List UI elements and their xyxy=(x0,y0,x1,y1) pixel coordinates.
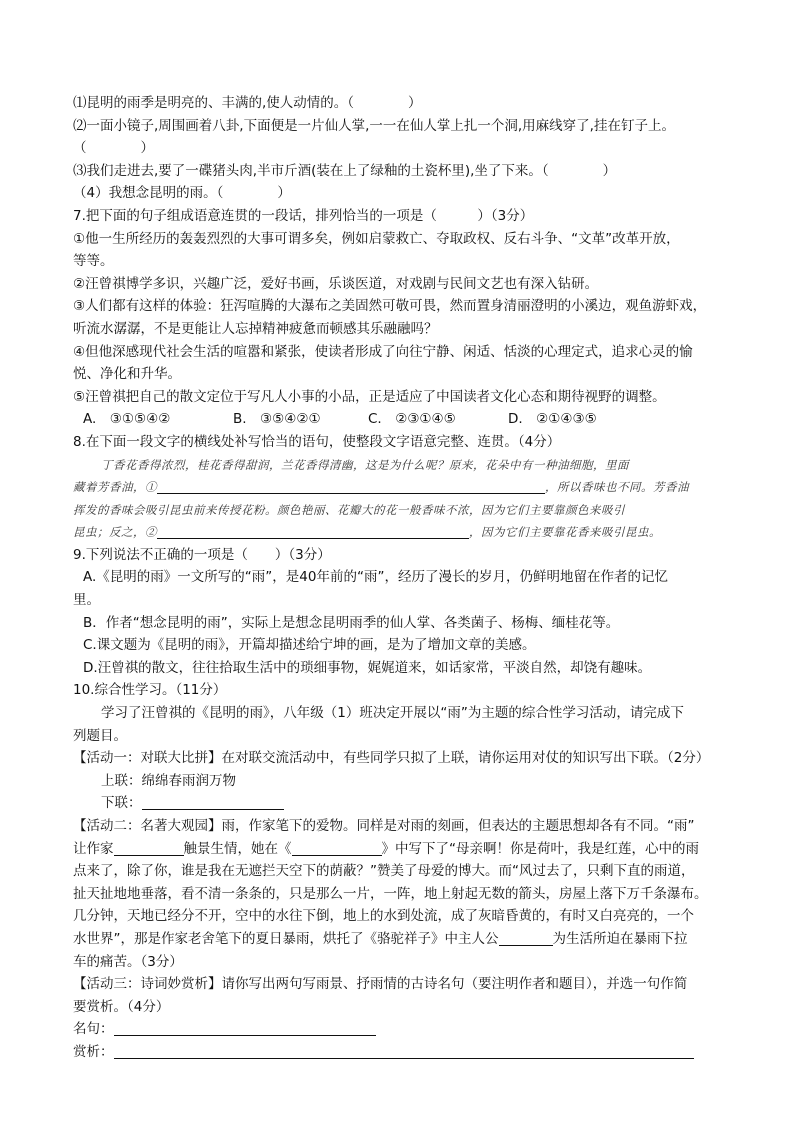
q10-stem: 10.综合性学习。（11分） xyxy=(73,682,227,699)
q7-option-c[interactable]: C. ②③①④⑤ xyxy=(368,411,456,428)
q7-option-d[interactable]: D. ②①④③⑤ xyxy=(508,411,597,428)
activity-2-text-b: 触景生情，她在《 xyxy=(183,840,292,857)
q8-passage-1: 丁香花香得浓烈，桂花香得甜润，兰花香得清幽，这是为什么呢？原来，花朵中有一种油细胞，里面 xyxy=(101,457,629,472)
q9-option-a-cont: 里。 xyxy=(73,592,100,609)
lower-couplet-row xyxy=(73,792,733,815)
activity-3-line-1: 【活动三：诗词妙赏析】请你写出两句写雨景、抒雨情的古诗名句（要注明作者和题目），并选一句作简 xyxy=(73,976,688,993)
q6-item-3: ⑶我们走进去,要了一碟猪头肉,半市斤酒(装在上了绿釉的土瓷杯里),坐了下来。（ ） xyxy=(73,162,617,179)
activity-2-text-e: 为生活所迫在暴雨下拉 xyxy=(552,930,688,947)
q7-options xyxy=(73,408,733,431)
q8-passage-2-text: 藏着芳香油，① xyxy=(73,480,157,495)
q7-sentence-4b: 悦、净化和升华。 xyxy=(73,366,181,383)
q8-passage-2 xyxy=(73,476,733,499)
lower-couplet-label: 下联： xyxy=(101,795,142,812)
appreciation-label: 赏析： xyxy=(73,1043,114,1060)
activity-2-line-2 xyxy=(73,838,733,861)
activity-2-text-c: 》中写下了“母亲啊！你是荷叶，我是红莲，心中的雨 xyxy=(381,840,699,857)
q8-passage-4-tail: ，因为它们主要靠花香来吸引昆虫。 xyxy=(469,525,661,540)
q8-passage-2-tail: ，所以香味也不同。芳香油 xyxy=(545,480,689,495)
q8-passage-3: 挥发的香味会吸引昆虫前来传授花粉。颜色艳丽、花瓣大的花一般香味不浓，因为它们主要靠颜色来吸引 xyxy=(73,502,625,517)
activity-2-text-d: 水世界”，那是作家老舍笔下的夏日暴雨，烘托了《骆驼祥子》中主人公 xyxy=(73,930,499,947)
q6-item-4: （4）我想念昆明的雨。（ ） xyxy=(73,185,291,202)
activity-2-line-7: 车的痛苦。（3分） xyxy=(73,953,183,970)
q8-blank-1[interactable] xyxy=(157,479,545,494)
q7-sentence-3a: ③人们都有这样的体验：狂泻喧腾的大瀑布之美固然可敬可畏，然而置身清丽澄明的小溪边，观鱼游虾戏， xyxy=(73,298,707,315)
q9-option-b[interactable]: B．作者“想念昆明的雨”，实际上是想念昆明雨季的仙人掌、各类菌子、杨梅、缅桂花等。 xyxy=(83,614,620,631)
q7-sentence-1b: 等等。 xyxy=(73,253,114,270)
activity-1: 【活动一：对联大比拼】在对联交流活动中，有些同学只拟了上联，请你运用对仗的知识写出下联。（2分） xyxy=(73,750,710,767)
q8-blank-2[interactable] xyxy=(157,524,469,539)
appreciation-blank[interactable] xyxy=(114,1044,694,1059)
q9-option-d[interactable]: D.汪曾祺的散文，往往拾取生活中的琐细事物，娓娓道来，如话家常，平淡自然，却饶有趣味。 xyxy=(83,659,652,676)
q7-sentence-5: ⑤汪曾祺把自己的散文定位于写凡人小事的小品，正是适应了中国读者文化心态和期待视野的调整。 xyxy=(73,388,666,405)
q6-item-2: ⑵一面小镜子,周围画着八卦,下面便是一片仙人掌,一一在仙人掌上扎一个洞,用麻线穿了,挂在钉子上。 xyxy=(73,117,675,134)
activity-2-line-5: 几分钟，天地已经分不开，空中的水往下倒，地上的水到处流，成了灰暗昏黄的，有时又白亮亮的，一个 xyxy=(73,908,694,925)
work-title-blank[interactable] xyxy=(292,841,382,856)
author-blank[interactable] xyxy=(114,841,184,856)
famous-line-blank[interactable] xyxy=(114,1021,376,1036)
upper-couplet: 上联：绵绵春雨润万物 xyxy=(101,772,236,789)
activity-2-line-1: 【活动二：名著大观园】雨，作家笔下的爱物。同样是对雨的刻画，但表达的主题思想却各有不同。“雨” xyxy=(73,818,695,834)
q7-sentence-1a: ①他一生所经历的轰轰烈烈的大事可谓多矣，例如启蒙救亡、夺取政权、反右斗争、“文革”改革开放， xyxy=(73,230,680,247)
q7-sentence-2: ②汪曾祺博学多识，兴趣广泛，爱好书画，乐谈医道，对戏剧与民间文艺也有深入钻研。 xyxy=(73,275,599,292)
activity-2-line-6 xyxy=(73,928,733,951)
q6-item-1: ⑴昆明的雨季是明亮的、丰满的,使人动情的。（ ） xyxy=(73,95,422,111)
activity-2-line-4: 扯天扯地地垂落，看不清一条条的，只是那么一片，一阵，地上射起无数的箭头，房屋上落下万千条瀑布。 xyxy=(73,885,708,902)
q10-intro-1: 学习了汪曾祺的《昆明的雨》，八年级（1）班决定开展以“雨”为主题的综合性学习活动，请完成下 xyxy=(101,705,684,722)
q7-stem: 7.把下面的句子组成语意连贯的一段话，排列恰当的一项是（ ）（3分） xyxy=(73,207,534,224)
appreciation-row xyxy=(73,1041,733,1064)
protagonist-blank[interactable] xyxy=(499,931,553,946)
q7-sentence-4a: ④但他深感现代社会生活的喧嚣和紧张，使读者形成了向往宁静、闲适、恬淡的心理定式，追求心灵的愉 xyxy=(73,343,693,360)
q8-passage-4-text: 昆虫；反之，② xyxy=(73,525,157,540)
q7-option-b[interactable]: B. ③⑤④②① xyxy=(233,411,321,428)
activity-3-line-2: 要赏析。（4分） xyxy=(73,998,170,1015)
q10-intro-2: 列题目。 xyxy=(73,727,127,744)
q8-stem: 8.在下面一段文字的横线处补写恰当的语句，使整段文字语意完整、连贯。（4分） xyxy=(73,433,561,450)
exam-page xyxy=(73,92,733,1064)
q6-item-2-blank: （ ） xyxy=(73,140,154,157)
lower-couplet-blank[interactable] xyxy=(142,795,284,810)
q9-option-c[interactable]: C.课文题为《昆明的雨》，开篇却描述给宁坤的画，是为了增加文章的美感。 xyxy=(83,637,536,654)
q8-passage-4 xyxy=(73,521,733,544)
q7-sentence-3b: 听流水潺潺，不是更能让人忘掉精神疲惫而顿感其乐融融吗？ xyxy=(73,320,438,337)
q9-stem: 9.下列说法不正确的一项是（ ）（3分） xyxy=(73,546,331,563)
activity-2-text-a: 让作家 xyxy=(73,840,114,857)
famous-line-label: 名句： xyxy=(73,1021,114,1038)
q7-option-a[interactable]: A. ③①⑤④② xyxy=(83,411,171,428)
famous-line-row xyxy=(73,1018,733,1041)
activity-2-line-3: 点来了，除了你，谁是我在无遮拦天空下的荫蔽？”赞美了母爱的博大。而“风过去了，只剩下直的雨道， xyxy=(73,863,695,880)
q9-option-a[interactable]: A.《昆明的雨》一文所写的“雨”，是40年前的“雨”，经历了漫长的岁月，仍鲜明地留在作者的记忆 xyxy=(83,569,668,586)
